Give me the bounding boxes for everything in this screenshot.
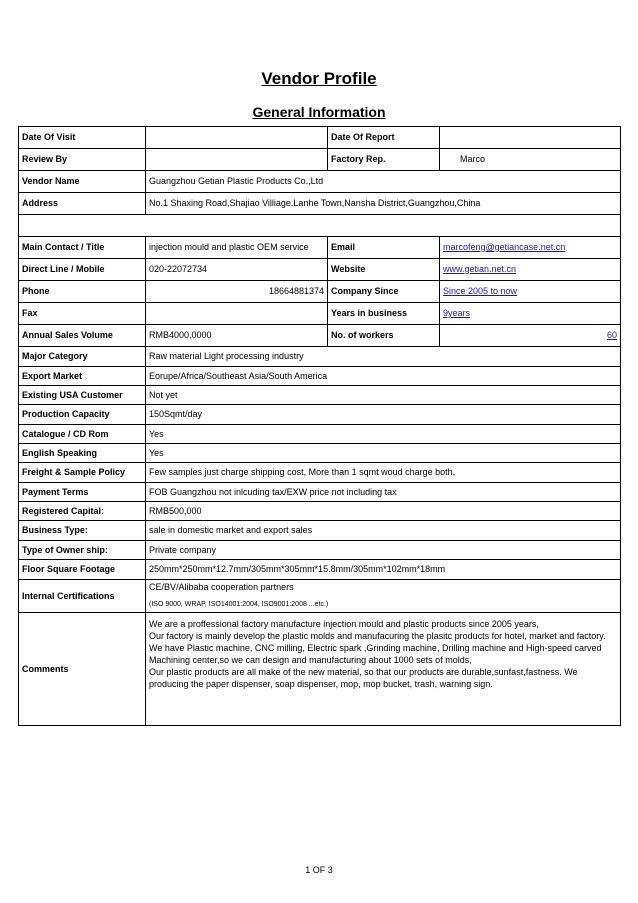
company-since-value: Since 2005 to now [440, 281, 621, 303]
table-row [19, 149, 621, 171]
email-link[interactable]: marcofeng@getiancase.net.cn [440, 237, 621, 259]
review-by-label: Review By [19, 149, 146, 171]
business-type-label: Business Type: [19, 521, 146, 541]
fax-value [146, 303, 328, 325]
vendor-name-value: Guangzhou Getian Plastic Products Co.,Ltd [146, 171, 621, 193]
english-speaking-value: Yes [146, 444, 621, 463]
email-label: Email [328, 237, 440, 259]
workers-label: No. of workers [328, 325, 440, 347]
direct-line-label: Direct Line / Mobile [19, 259, 146, 281]
date-of-report-label: Date Of Report [328, 127, 440, 149]
years-in-business-value: 9years [440, 303, 621, 325]
annual-sales-label: Annual Sales Volume [19, 325, 146, 347]
table-row [19, 325, 621, 347]
phone-value: 18664881374 [146, 281, 328, 303]
usa-customer-label: Existing USA Customer [19, 386, 146, 405]
table-row [19, 347, 621, 367]
blank-row [19, 215, 621, 237]
table-row [19, 367, 621, 386]
comments-label: Comments [19, 613, 146, 726]
freight-policy-label: Freight & Sample Policy [19, 463, 146, 483]
catalogue-value: Yes [146, 425, 621, 444]
table-row [19, 237, 621, 259]
payment-terms-value: FOB Guangzhou not inlcuding tax/EXW price not including tax [146, 483, 621, 502]
major-category-label: Major Category [19, 347, 146, 367]
floor-footage-value: 250mm*250mm*12.7mm/305mm*305mm*15.8mm/305mm*102mm*18mm [146, 560, 621, 580]
table-row [19, 560, 621, 580]
owner-ship-value: Private company [146, 541, 621, 560]
address-label: Address [19, 193, 146, 215]
freight-policy-value: Few samples just charge shipping cost, More than 1 sqmt woud charge both, [146, 463, 621, 483]
export-market-label: Export Market [19, 367, 146, 386]
table-row [19, 425, 621, 444]
floor-footage-label: Floor Square Footage [19, 560, 146, 580]
vendor-profile-table [18, 126, 621, 726]
factory-rep-label: Factory Rep. [328, 149, 440, 171]
phone-label: Phone [19, 281, 146, 303]
table-row [19, 444, 621, 463]
table-row [19, 193, 621, 215]
page-title: Vendor Profile [261, 69, 377, 88]
certifications-cell [146, 580, 621, 613]
annual-sales-value: RMB4000,0000 [146, 325, 328, 347]
table-row [19, 303, 621, 325]
table-row [19, 281, 621, 303]
major-category-value: Raw material Light processing industry [146, 347, 621, 367]
fax-label: Fax [19, 303, 146, 325]
address-value: No.1 Shaxing Road,Shajiao Villiage.Lanhe Town,Nansha District,Guangzhou,China [146, 193, 621, 215]
payment-terms-label: Payment Terms [19, 483, 146, 502]
date-of-report-value [440, 127, 621, 149]
production-capacity-value: 150Sqmt/day [146, 405, 621, 425]
table-row [19, 541, 621, 560]
certifications-note: (ISO 9000, WRAP, ISO14001:2004, ISO9001:2008 ...etc.) [149, 601, 329, 608]
main-contact-value: injection mould and plastic OEM service [146, 237, 328, 259]
company-since-label: Company Since [328, 281, 440, 303]
certifications-label: Internal Certifications [19, 580, 146, 613]
table-row [19, 405, 621, 425]
date-of-visit-value [146, 127, 328, 149]
production-capacity-label: Production Capacity [19, 405, 146, 425]
review-by-value [146, 149, 328, 171]
date-of-visit-label: Date Of Visit [19, 127, 146, 149]
workers-value: 60 [440, 325, 621, 347]
business-type-value: sale in domestic market and export sales [146, 521, 621, 541]
table-row [19, 483, 621, 502]
years-in-business-label: Years in business [328, 303, 440, 325]
table-row-empty [19, 215, 621, 237]
catalogue-label: Catalogue / CD Rom [19, 425, 146, 444]
direct-line-value: 020-22072734 [146, 259, 328, 281]
page-number: 1 OF 3 [305, 865, 333, 875]
comments-value: We are a proffessional factory manufacture injection mould and plastic products since 2005 years, Our factory is mainly develop the plastic molds and manufacuring the plasitc products for hotel, market and factory. We have Plastic machine, CNC milling, Electric spark ,Grinding machine, Drilling machine and High-speed carved Machining center,so we can design and manufacturing about 1000 sets of molds, Our plastic products are all make of the new material, so that our products are durable,sunfast,fastness. We producing the paper dispenser, soap dispenser, mop, mop bucket, trash, warning sign. [146, 613, 621, 726]
usa-customer-value: Not yet [146, 386, 621, 405]
registered-capital-label: Registered Capital: [19, 502, 146, 521]
table-row [19, 580, 621, 613]
section-title: General Information [252, 104, 386, 120]
certifications-value: CE/BV/Alibaba cooperation partners [149, 582, 294, 592]
table-row [19, 613, 621, 726]
table-row [19, 463, 621, 483]
export-market-value: Eorupe/Africa/Southeast Asia/South America [146, 367, 621, 386]
english-speaking-label: English Speaking [19, 444, 146, 463]
website-link[interactable]: www.getian.net.cn [440, 259, 621, 281]
table-row [19, 171, 621, 193]
main-contact-label: Main Contact / Title [19, 237, 146, 259]
vendor-name-label: Vendor Name [19, 171, 146, 193]
table-row [19, 521, 621, 541]
table-row [19, 502, 621, 521]
owner-ship-label: Type of Owner ship: [19, 541, 146, 560]
table-row [19, 386, 621, 405]
factory-rep-value: Marco [440, 149, 621, 171]
table-row [19, 259, 621, 281]
registered-capital-value: RMB500,000 [146, 502, 621, 521]
table-row [19, 127, 621, 149]
website-label: Website [328, 259, 440, 281]
